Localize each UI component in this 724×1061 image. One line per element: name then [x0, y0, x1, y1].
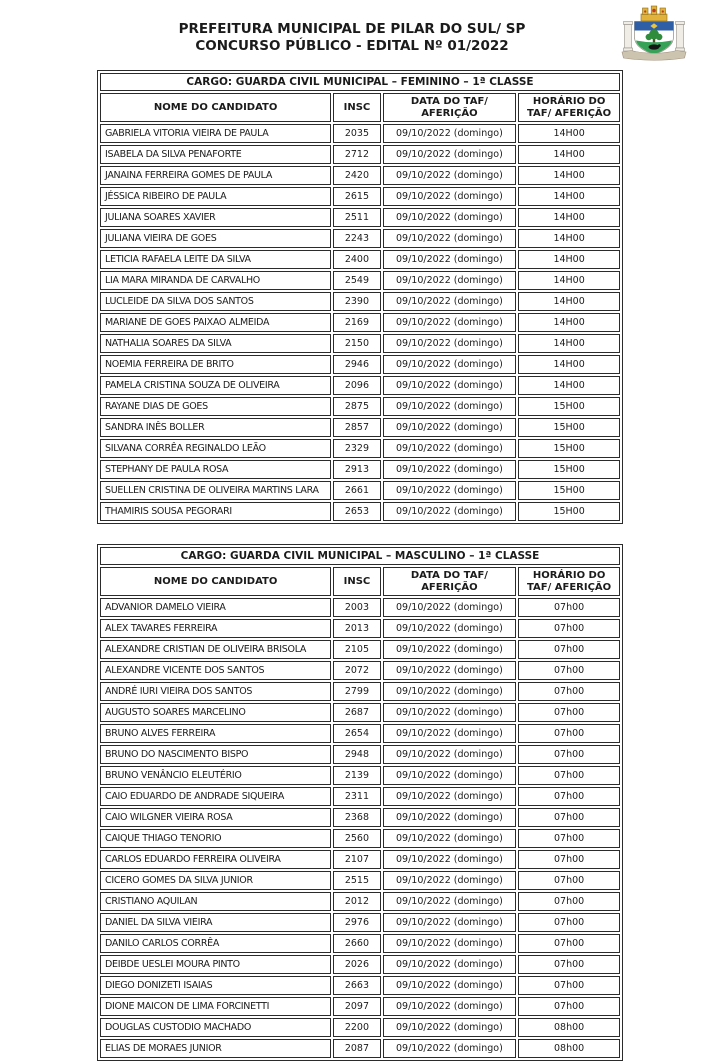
- table-guarda-civil-feminino: [97, 70, 623, 524]
- table-row: [100, 166, 620, 185]
- table-caption: CARGO: GUARDA CIVIL MUNICIPAL – MASCULINO – 1ª CLASSE: [100, 547, 620, 565]
- taf-time-cell: 14H00: [518, 334, 620, 353]
- table-row: [100, 502, 620, 521]
- candidate-name-cell: SILVANA CORRÊA REGINALDO LEÃO: [100, 439, 331, 458]
- candidate-name-cell: BRUNO ALVES FERREIRA: [100, 724, 331, 743]
- taf-time-cell: 07h00: [518, 955, 620, 974]
- candidate-name-cell: CAIO WILGNER VIEIRA ROSA: [100, 808, 331, 827]
- taf-date-cell: 09/10/2022 (domingo): [383, 619, 517, 638]
- taf-date-cell: 09/10/2022 (domingo): [383, 187, 517, 206]
- candidate-name-cell: DANIEL DA SILVA VIEIRA: [100, 913, 331, 932]
- taf-date-cell: 09/10/2022 (domingo): [383, 913, 517, 932]
- candidate-name-cell: JANAINA FERREIRA GOMES DE PAULA: [100, 166, 331, 185]
- taf-date-cell: 09/10/2022 (domingo): [383, 250, 517, 269]
- insc-cell: 2946: [333, 355, 380, 374]
- taf-time-cell: 14H00: [518, 376, 620, 395]
- taf-time-cell: 14H00: [518, 187, 620, 206]
- candidate-name-cell: DIEGO DONIZETI ISAIAS: [100, 976, 331, 995]
- table-row: [100, 313, 620, 332]
- insc-cell: 2150: [333, 334, 380, 353]
- table-row: [100, 682, 620, 701]
- table-row: [100, 808, 620, 827]
- candidate-name-cell: ALEXANDRE VICENTE DOS SANTOS: [100, 661, 331, 680]
- taf-date-cell: 09/10/2022 (domingo): [383, 271, 517, 290]
- table-row: [100, 187, 620, 206]
- taf-date-cell: 09/10/2022 (domingo): [383, 703, 517, 722]
- taf-time-cell: 15H00: [518, 481, 620, 500]
- insc-cell: 2549: [333, 271, 380, 290]
- candidate-name-cell: JULIANA VIEIRA DE GOES: [100, 229, 331, 248]
- table-caption-row: [100, 547, 620, 565]
- insc-cell: 2072: [333, 661, 380, 680]
- table-row: [100, 745, 620, 764]
- candidate-name-cell: THAMIRIS SOUSA PEGORARI: [100, 502, 331, 521]
- taf-time-cell: 07h00: [518, 766, 620, 785]
- candidate-name-cell: ELIAS DE MORAES JUNIOR: [100, 1039, 331, 1058]
- table-row: [100, 997, 620, 1016]
- table-row: [100, 271, 620, 290]
- taf-date-cell: 09/10/2022 (domingo): [383, 745, 517, 764]
- insc-cell: 2515: [333, 871, 380, 890]
- taf-time-cell: 15H00: [518, 397, 620, 416]
- taf-time-cell: 07h00: [518, 724, 620, 743]
- table-row: [100, 976, 620, 995]
- candidate-name-cell: NOEMIA FERREIRA DE BRITO: [100, 355, 331, 374]
- taf-date-cell: 09/10/2022 (domingo): [383, 124, 517, 143]
- column-header-taf-date-cell: DATA DO TAF/ AFERIÇÃO: [383, 567, 517, 596]
- insc-cell: 2243: [333, 229, 380, 248]
- candidate-name-cell: ADVANIOR DAMELO VIEIRA: [100, 598, 331, 617]
- crown-jewel-icon: [662, 10, 664, 12]
- candidate-name-cell: CAIO EDUARDO DE ANDRADE SIQUEIRA: [100, 787, 331, 806]
- taf-date-cell: 09/10/2022 (domingo): [383, 145, 517, 164]
- taf-time-cell: 07h00: [518, 997, 620, 1016]
- insc-cell: 2368: [333, 808, 380, 827]
- taf-time-cell: 15H00: [518, 502, 620, 521]
- taf-date-cell: 09/10/2022 (domingo): [383, 292, 517, 311]
- taf-date-cell: 09/10/2022 (domingo): [383, 661, 517, 680]
- candidate-name-cell: CARLOS EDUARDO FERREIRA OLIVEIRA: [100, 850, 331, 869]
- taf-time-cell: 15H00: [518, 418, 620, 437]
- candidate-name-cell: LETICIA RAFAELA LEITE DA SILVA: [100, 250, 331, 269]
- taf-date-cell: 09/10/2022 (domingo): [383, 724, 517, 743]
- column-header-taf-time-cell: HORÁRIO DO TAF/ AFERIÇÃO: [518, 93, 620, 122]
- insc-cell: 2511: [333, 208, 380, 227]
- candidate-name-cell: PAMELA CRISTINA SOUZA DE OLIVEIRA: [100, 376, 331, 395]
- taf-time-cell: 15H00: [518, 439, 620, 458]
- table-header-row: [100, 567, 620, 596]
- table-row: [100, 460, 620, 479]
- taf-date-cell: 09/10/2022 (domingo): [383, 1018, 517, 1037]
- insc-cell: 2976: [333, 913, 380, 932]
- taf-time-cell: 07h00: [518, 892, 620, 911]
- insc-cell: 2012: [333, 892, 380, 911]
- insc-cell: 2311: [333, 787, 380, 806]
- table-caption-row: [100, 73, 620, 91]
- insc-cell: 2948: [333, 745, 380, 764]
- insc-cell: 2329: [333, 439, 380, 458]
- candidate-name-cell: BRUNO VENÂNCIO ELEUTÉRIO: [100, 766, 331, 785]
- table-row: [100, 481, 620, 500]
- candidate-name-cell: DANILO CARLOS CORRÊA: [100, 934, 331, 953]
- taf-time-cell: 07h00: [518, 871, 620, 890]
- table-row: [100, 913, 620, 932]
- insc-cell: 2660: [333, 934, 380, 953]
- insc-cell: 2139: [333, 766, 380, 785]
- table-row: [100, 598, 620, 617]
- candidate-name-cell: CRISTIANO AQUILAN: [100, 892, 331, 911]
- table-row: [100, 418, 620, 437]
- table-row: [100, 766, 620, 785]
- candidate-name-cell: SUELLEN CRISTINA DE OLIVEIRA MARTINS LARA: [100, 481, 331, 500]
- taf-time-cell: 07h00: [518, 598, 620, 617]
- taf-date-cell: 09/10/2022 (domingo): [383, 418, 517, 437]
- insc-cell: 2096: [333, 376, 380, 395]
- insc-cell: 2013: [333, 619, 380, 638]
- table-row: [100, 292, 620, 311]
- table-row: [100, 439, 620, 458]
- insc-cell: 2003: [333, 598, 380, 617]
- taf-date-cell: 09/10/2022 (domingo): [383, 460, 517, 479]
- table-row: [100, 703, 620, 722]
- taf-date-cell: 09/10/2022 (domingo): [383, 481, 517, 500]
- insc-cell: 2560: [333, 829, 380, 848]
- candidate-name-cell: CICERO GOMES DA SILVA JUNIOR: [100, 871, 331, 890]
- taf-date-cell: 09/10/2022 (domingo): [383, 376, 517, 395]
- candidate-name-cell: ALEXANDRE CRISTIAN DE OLIVEIRA BRISOLA: [100, 640, 331, 659]
- taf-time-cell: 14H00: [518, 271, 620, 290]
- insc-cell: 2615: [333, 187, 380, 206]
- table-row: [100, 355, 620, 374]
- insc-cell: 2420: [333, 166, 380, 185]
- taf-date-cell: 09/10/2022 (domingo): [383, 787, 517, 806]
- candidate-name-cell: LUCLEIDE DA SILVA DOS SANTOS: [100, 292, 331, 311]
- taf-date-cell: 09/10/2022 (domingo): [383, 997, 517, 1016]
- table-row: [100, 787, 620, 806]
- insc-cell: 2712: [333, 145, 380, 164]
- taf-date-cell: 09/10/2022 (domingo): [383, 1039, 517, 1058]
- taf-time-cell: 07h00: [518, 640, 620, 659]
- page-title: [0, 21, 704, 55]
- taf-date-cell: 09/10/2022 (domingo): [383, 976, 517, 995]
- table-row: [100, 208, 620, 227]
- candidate-name-cell: LIA MARA MIRANDA DE CARVALHO: [100, 271, 331, 290]
- candidate-name-cell: SANDRA INÊS BOLLER: [100, 418, 331, 437]
- taf-time-cell: 08h00: [518, 1018, 620, 1037]
- taf-date-cell: 09/10/2022 (domingo): [383, 397, 517, 416]
- taf-date-cell: 09/10/2022 (domingo): [383, 334, 517, 353]
- table-row: [100, 145, 620, 164]
- taf-time-cell: 07h00: [518, 850, 620, 869]
- table-row: [100, 724, 620, 743]
- column-header-candidate-name-cell: NOME DO CANDIDATO: [100, 567, 331, 596]
- candidate-name-cell: JÉSSICA RIBEIRO DE PAULA: [100, 187, 331, 206]
- table-row: [100, 124, 620, 143]
- taf-time-cell: 08h00: [518, 1039, 620, 1058]
- taf-date-cell: 09/10/2022 (domingo): [383, 502, 517, 521]
- taf-time-cell: 14H00: [518, 124, 620, 143]
- table-row: [100, 850, 620, 869]
- taf-date-cell: 09/10/2022 (domingo): [383, 313, 517, 332]
- insc-cell: 2107: [333, 850, 380, 869]
- table-row: [100, 334, 620, 353]
- taf-time-cell: 07h00: [518, 682, 620, 701]
- taf-date-cell: 09/10/2022 (domingo): [383, 850, 517, 869]
- taf-date-cell: 09/10/2022 (domingo): [383, 682, 517, 701]
- taf-date-cell: 09/10/2022 (domingo): [383, 955, 517, 974]
- candidate-name-cell: DIONE MAICON DE LIMA FORCINETTI: [100, 997, 331, 1016]
- taf-time-cell: 15H00: [518, 460, 620, 479]
- taf-time-cell: 14H00: [518, 250, 620, 269]
- column-header-taf-date-cell: DATA DO TAF/ AFERIÇÃO: [383, 93, 517, 122]
- candidate-name-cell: STEPHANY DE PAULA ROSA: [100, 460, 331, 479]
- insc-cell: 2661: [333, 481, 380, 500]
- taf-time-cell: 07h00: [518, 745, 620, 764]
- taf-time-cell: 07h00: [518, 619, 620, 638]
- insc-cell: 2169: [333, 313, 380, 332]
- table-row: [100, 955, 620, 974]
- insc-cell: 2663: [333, 976, 380, 995]
- candidate-name-cell: DOUGLAS CUSTODIO MACHADO: [100, 1018, 331, 1037]
- table-row: [100, 376, 620, 395]
- insc-cell: 2035: [333, 124, 380, 143]
- taf-date-cell: 09/10/2022 (domingo): [383, 640, 517, 659]
- table-row: [100, 250, 620, 269]
- taf-date-cell: 09/10/2022 (domingo): [383, 439, 517, 458]
- insc-cell: 2026: [333, 955, 380, 974]
- taf-time-cell: 07h00: [518, 703, 620, 722]
- insc-cell: 2200: [333, 1018, 380, 1037]
- candidate-name-cell: ISABELA DA SILVA PENAFORTE: [100, 145, 331, 164]
- taf-time-cell: 14H00: [518, 355, 620, 374]
- taf-time-cell: 07h00: [518, 976, 620, 995]
- candidate-name-cell: AUGUSTO SOARES MARCELINO: [100, 703, 331, 722]
- candidate-name-cell: BRUNO DO NASCIMENTO BISPO: [100, 745, 331, 764]
- taf-date-cell: 09/10/2022 (domingo): [383, 766, 517, 785]
- taf-date-cell: 09/10/2022 (domingo): [383, 208, 517, 227]
- taf-time-cell: 14H00: [518, 292, 620, 311]
- candidate-name-cell: GABRIELA VITORIA VIEIRA DE PAULA: [100, 124, 331, 143]
- candidate-name-cell: RAYANE DIAS DE GOES: [100, 397, 331, 416]
- table-header-row: [100, 93, 620, 122]
- table-row: [100, 871, 620, 890]
- page-title-line2: CONCURSO PÚBLICO - EDITAL Nº 01/2022: [195, 38, 509, 54]
- column-header-insc-cell: INSC: [333, 567, 380, 596]
- crown-icon: [641, 6, 667, 21]
- table-row: [100, 619, 620, 638]
- taf-time-cell: 07h00: [518, 829, 620, 848]
- taf-time-cell: 14H00: [518, 229, 620, 248]
- insc-cell: 2097: [333, 997, 380, 1016]
- insc-cell: 2875: [333, 397, 380, 416]
- taf-date-cell: 09/10/2022 (domingo): [383, 166, 517, 185]
- candidate-name-cell: DEIBDE UESLEI MOURA PINTO: [100, 955, 331, 974]
- table-row: [100, 397, 620, 416]
- table-row: [100, 229, 620, 248]
- taf-time-cell: 07h00: [518, 787, 620, 806]
- crown-jewel-icon: [644, 10, 646, 12]
- crown-jewel-icon: [652, 9, 656, 13]
- table-guarda-civil-masculino: [97, 544, 623, 1061]
- table-row: [100, 640, 620, 659]
- insc-cell: 2654: [333, 724, 380, 743]
- insc-cell: 2857: [333, 418, 380, 437]
- insc-cell: 2913: [333, 460, 380, 479]
- table-row: [100, 1018, 620, 1037]
- column-header-candidate-name-cell: NOME DO CANDIDATO: [100, 93, 331, 122]
- candidate-name-cell: CAIQUE THIAGO TENORIO: [100, 829, 331, 848]
- taf-time-cell: 14H00: [518, 313, 620, 332]
- insc-cell: 2653: [333, 502, 380, 521]
- table-row: [100, 934, 620, 953]
- taf-date-cell: 09/10/2022 (domingo): [383, 934, 517, 953]
- insc-cell: 2799: [333, 682, 380, 701]
- insc-cell: 2087: [333, 1039, 380, 1058]
- candidate-name-cell: ANDRÉ IURI VIEIRA DOS SANTOS: [100, 682, 331, 701]
- candidate-name-cell: ALEX TAVARES FERREIRA: [100, 619, 331, 638]
- table-row: [100, 892, 620, 911]
- taf-time-cell: 07h00: [518, 661, 620, 680]
- table-row: [100, 1039, 620, 1058]
- column-header-insc-cell: INSC: [333, 93, 380, 122]
- table-row: [100, 661, 620, 680]
- insc-cell: 2400: [333, 250, 380, 269]
- candidate-name-cell: MARIANE DE GOES PAIXAO ALMEIDA: [100, 313, 331, 332]
- candidate-name-cell: NATHALIA SOARES DA SILVA: [100, 334, 331, 353]
- insc-cell: 2687: [333, 703, 380, 722]
- taf-time-cell: 14H00: [518, 208, 620, 227]
- candidate-name-cell: JULIANA SOARES XAVIER: [100, 208, 331, 227]
- insc-cell: 2105: [333, 640, 380, 659]
- document-header: [0, 0, 724, 70]
- taf-time-cell: 07h00: [518, 913, 620, 932]
- taf-date-cell: 09/10/2022 (domingo): [383, 355, 517, 374]
- column-header-taf-time-cell: HORÁRIO DO TAF/ AFERIÇÃO: [518, 567, 620, 596]
- insc-cell: 2390: [333, 292, 380, 311]
- coat-of-arms-logo: [618, 3, 690, 65]
- taf-time-cell: 07h00: [518, 934, 620, 953]
- table-row: [100, 829, 620, 848]
- taf-date-cell: 09/10/2022 (domingo): [383, 871, 517, 890]
- taf-date-cell: 09/10/2022 (domingo): [383, 892, 517, 911]
- taf-time-cell: 14H00: [518, 166, 620, 185]
- taf-date-cell: 09/10/2022 (domingo): [383, 808, 517, 827]
- taf-date-cell: 09/10/2022 (domingo): [383, 598, 517, 617]
- page-title-line1: PREFEITURA MUNICIPAL DE PILAR DO SUL/ SP: [178, 21, 526, 37]
- taf-date-cell: 09/10/2022 (domingo): [383, 829, 517, 848]
- table-caption: CARGO: GUARDA CIVIL MUNICIPAL – FEMININO – 1ª CLASSE: [100, 73, 620, 91]
- taf-date-cell: 09/10/2022 (domingo): [383, 229, 517, 248]
- taf-time-cell: 14H00: [518, 145, 620, 164]
- taf-time-cell: 07h00: [518, 808, 620, 827]
